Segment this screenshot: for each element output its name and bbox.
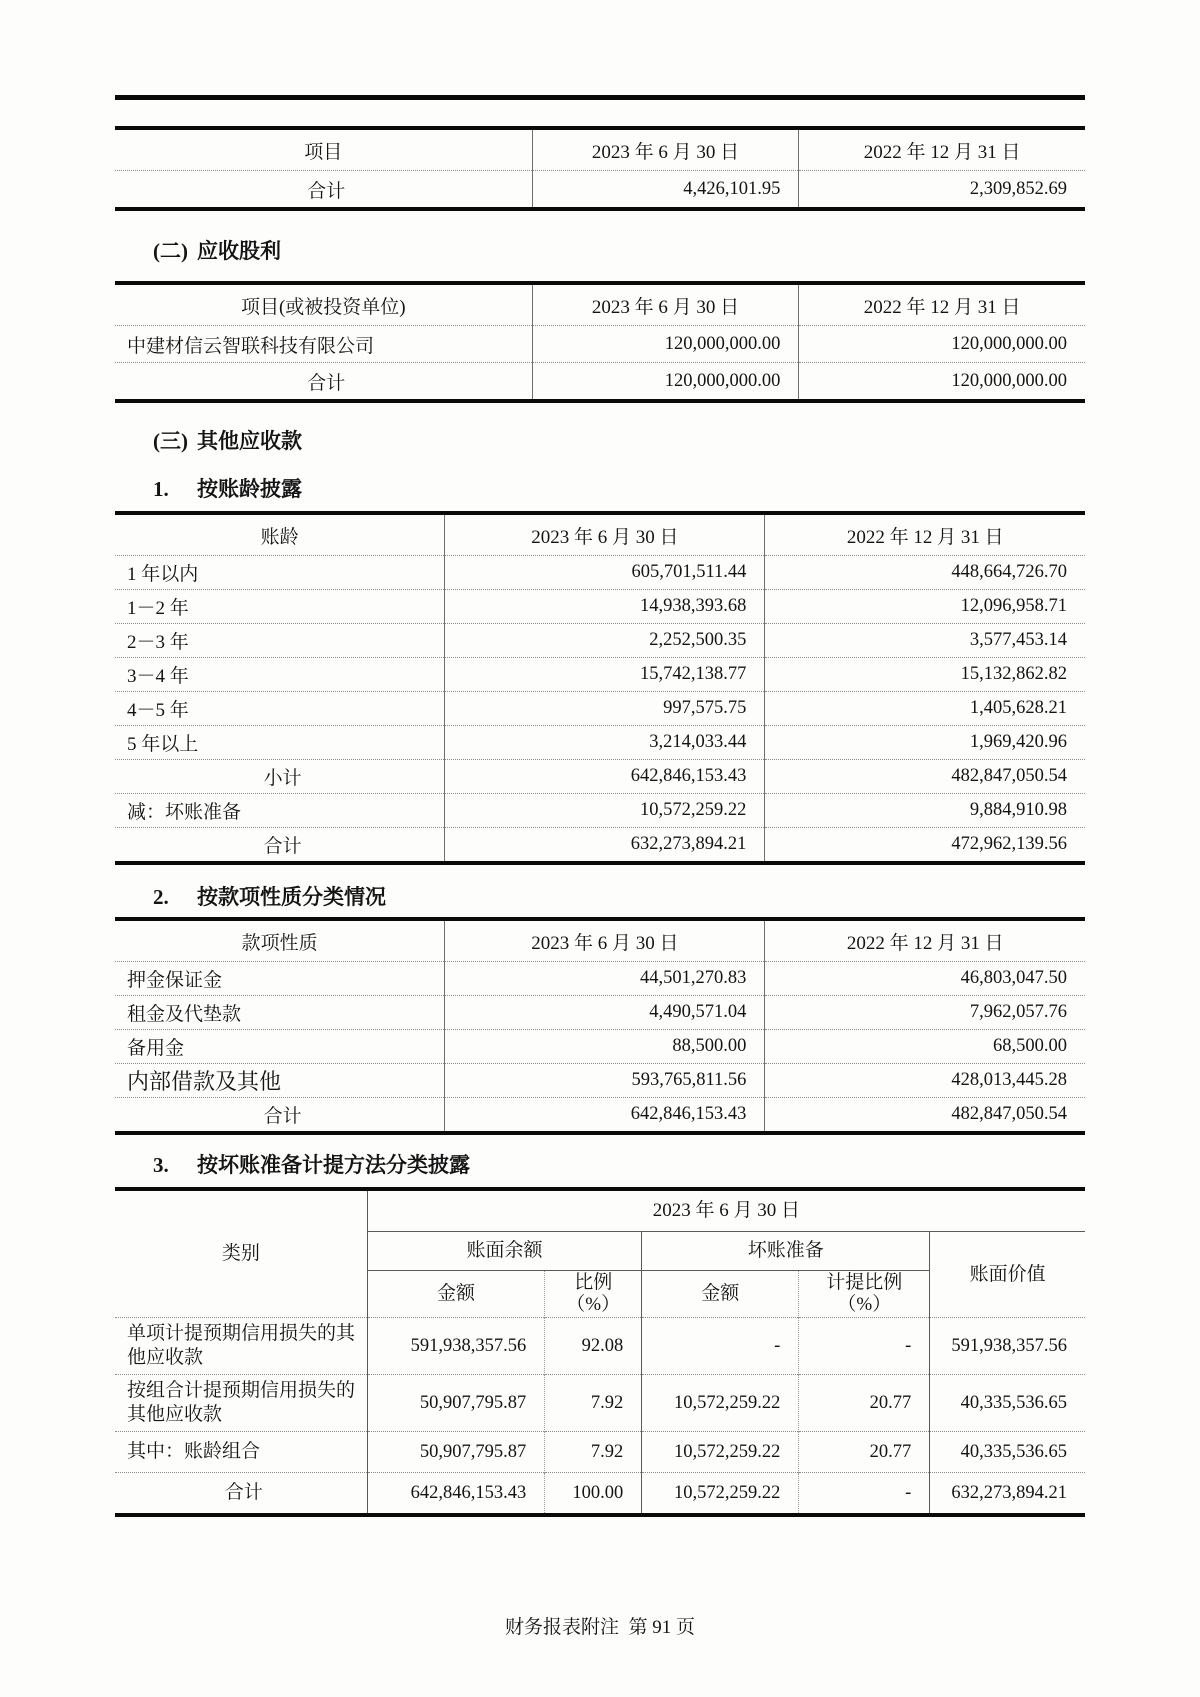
table-row	[115, 1473, 1085, 1516]
label-cell: 租金及代垫款	[115, 996, 445, 1030]
label-cell: 1－2 年	[115, 590, 445, 624]
value-cell: 642,846,153.43	[445, 1098, 765, 1134]
table-row	[115, 590, 1085, 624]
label-cell: 按组合计提预期信用损失的其他应收款	[115, 1375, 367, 1432]
header-cell: 账龄	[260, 526, 299, 548]
table-row	[115, 363, 1085, 402]
subsection-heading-aging	[115, 475, 1085, 503]
section-heading-other-receivables	[115, 427, 1085, 455]
label-cell: 小计	[115, 760, 445, 794]
value-cell: 100.00	[545, 1473, 642, 1516]
section-title: 应收股利	[197, 239, 281, 263]
header-cell-bad-debt-provision: 坏账准备	[642, 1232, 930, 1271]
value-cell: 50,907,795.87	[367, 1432, 545, 1473]
table-header-row	[115, 128, 1085, 171]
subsection-title: 按账龄披露	[197, 477, 302, 501]
page-footer: 财务报表附注 第 91 页	[504, 1617, 695, 1638]
value-cell: 12,096,958.71	[765, 590, 1085, 624]
value-cell: 3,577,453.14	[765, 624, 1085, 658]
value-cell: 472,962,139.56	[765, 828, 1085, 864]
label-cell: 单项计提预期信用损失的其他应收款	[115, 1318, 367, 1375]
value-cell: 10,572,259.22	[445, 794, 765, 828]
header-cell: 2022 年 12 月 31 日	[765, 919, 1085, 962]
value-cell: 46,803,047.50	[765, 962, 1085, 996]
header-cell: 2023 年 6 月 30 日	[445, 513, 765, 556]
label-cell: 减：坏账准备	[115, 794, 445, 828]
label-cell: 合计	[115, 828, 445, 864]
value-cell: 7,962,057.76	[765, 996, 1085, 1030]
section-heading-dividends	[115, 237, 1085, 265]
value-cell: 9,884,910.98	[765, 794, 1085, 828]
header-cell: 款项性质	[241, 932, 318, 954]
value-cell: 593,765,811.56	[445, 1064, 765, 1098]
table-row	[115, 556, 1085, 590]
value-cell: 40,335,536.65	[930, 1432, 1085, 1473]
value-cell: 10,572,259.22	[642, 1432, 799, 1473]
table-row	[115, 1375, 1085, 1432]
aging-disclosure-table	[115, 511, 1085, 865]
label-cell: 5 年以上	[115, 726, 445, 760]
table-row	[115, 658, 1085, 692]
header-cell-amount: 金额	[367, 1271, 545, 1318]
label-cell: 合计	[115, 1098, 445, 1134]
value-cell: 591,938,357.56	[930, 1318, 1085, 1375]
provision-method-table	[115, 1187, 1085, 1517]
value-cell: 120,000,000.00	[799, 326, 1085, 363]
dividends-receivable-table	[115, 281, 1085, 403]
label-cell: 3－4 年	[115, 658, 445, 692]
value-cell: 20.77	[799, 1375, 930, 1432]
table-row	[115, 794, 1085, 828]
value-cell: 7.92	[545, 1375, 642, 1432]
value-cell: 120,000,000.00	[532, 326, 799, 363]
value-cell: 4,490,571.04	[445, 996, 765, 1030]
label-cell: 押金保证金	[115, 962, 445, 996]
label-cell: 其中：账龄组合	[115, 1432, 367, 1473]
label-cell: 1 年以内	[115, 556, 445, 590]
value-cell: 68,500.00	[765, 1030, 1085, 1064]
value-cell: 642,846,153.43	[445, 760, 765, 794]
label-cell: 合计	[115, 171, 532, 210]
label-cell: 4－5 年	[115, 692, 445, 726]
value-cell: 482,847,050.54	[765, 760, 1085, 794]
header-cell: 2022 年 12 月 31 日	[799, 128, 1085, 171]
section-title: 其他应收款	[197, 429, 302, 453]
value-cell: 642,846,153.43	[367, 1473, 545, 1516]
label-cell: 合计	[115, 1473, 367, 1516]
header-cell: 2023 年 6 月 30 日	[532, 128, 799, 171]
subsection-title: 按款项性质分类情况	[197, 885, 386, 909]
value-cell: 88,500.00	[445, 1030, 765, 1064]
table-row	[115, 828, 1085, 864]
table-header-row	[115, 283, 1085, 326]
value-cell: -	[799, 1318, 930, 1375]
label-cell: 2－3 年	[115, 624, 445, 658]
table-row	[115, 1098, 1085, 1134]
value-cell: 10,572,259.22	[642, 1375, 799, 1432]
value-cell: 632,273,894.21	[445, 828, 765, 864]
value-cell: -	[799, 1473, 930, 1516]
value-cell: 2,309,852.69	[799, 171, 1085, 210]
value-cell: 15,742,138.77	[445, 658, 765, 692]
header-cell-date: 2023 年 6 月 30 日	[367, 1189, 1085, 1232]
label-cell: 内部借款及其他	[115, 1064, 445, 1098]
header-cell-provision-ratio: 计提比例 （%）	[799, 1271, 930, 1318]
table-row	[115, 326, 1085, 363]
value-cell: 120,000,000.00	[799, 363, 1085, 402]
header-cell-book-value: 账面价值	[930, 1232, 1085, 1318]
header-cell: 2023 年 6 月 30 日	[445, 919, 765, 962]
label-cell: 合计	[115, 363, 532, 402]
value-cell: 40,335,536.65	[930, 1375, 1085, 1432]
subsection-number: 3.	[153, 1153, 169, 1177]
value-cell: 605,701,511.44	[445, 556, 765, 590]
value-cell: 4,426,101.95	[532, 171, 799, 210]
header-cell-book-balance: 账面余额	[367, 1232, 642, 1271]
value-cell: 1,969,420.96	[765, 726, 1085, 760]
table-row	[115, 692, 1085, 726]
value-cell: 428,013,445.28	[765, 1064, 1085, 1098]
value-cell: 1,405,628.21	[765, 692, 1085, 726]
value-cell: 44,501,270.83	[445, 962, 765, 996]
value-cell: 7.92	[545, 1432, 642, 1473]
table-row	[115, 1030, 1085, 1064]
table-row	[115, 1318, 1085, 1375]
header-cell: 2023 年 6 月 30 日	[532, 283, 799, 326]
value-cell: 2,252,500.35	[445, 624, 765, 658]
section-number: (三)	[153, 429, 188, 453]
value-cell: 50,907,795.87	[367, 1375, 545, 1432]
value-cell: 92.08	[545, 1318, 642, 1375]
value-cell: -	[642, 1318, 799, 1375]
label-cell: 中建材信云智联科技有限公司	[115, 326, 532, 363]
value-cell: 14,938,393.68	[445, 590, 765, 624]
header-cell: 2022 年 12 月 31 日	[799, 283, 1085, 326]
section-number: (二)	[153, 239, 188, 263]
value-cell: 632,273,894.21	[930, 1473, 1085, 1516]
subsection-heading-nature	[115, 883, 1085, 911]
label-cell: 备用金	[115, 1030, 445, 1064]
table-row	[115, 1064, 1085, 1098]
header-cell-amount: 金额	[642, 1271, 799, 1318]
value-cell: 591,938,357.56	[367, 1318, 545, 1375]
header-cell-category: 类别	[221, 1243, 260, 1264]
header-cell: 项目	[304, 141, 343, 163]
header-cell-ratio: 比例 （%）	[545, 1271, 642, 1318]
subsection-number: 2.	[153, 885, 169, 909]
table-row	[115, 624, 1085, 658]
table-row	[115, 726, 1085, 760]
header-cell: 项目(或被投资单位)	[240, 296, 406, 318]
table-header-row	[115, 919, 1085, 962]
value-cell: 448,664,726.70	[765, 556, 1085, 590]
table-header-row	[115, 1189, 1085, 1232]
page-top-rule	[115, 95, 1085, 100]
summary-total-table	[115, 126, 1085, 211]
subsection-title: 按坏账准备计提方法分类披露	[197, 1153, 470, 1177]
header-cell: 2022 年 12 月 31 日	[765, 513, 1085, 556]
value-cell: 997,575.75	[445, 692, 765, 726]
value-cell: 120,000,000.00	[532, 363, 799, 402]
table-row	[115, 962, 1085, 996]
value-cell: 482,847,050.54	[765, 1098, 1085, 1134]
table-row	[115, 760, 1085, 794]
value-cell: 15,132,862.82	[765, 658, 1085, 692]
value-cell: 3,214,033.44	[445, 726, 765, 760]
subsection-number: 1.	[153, 477, 169, 501]
value-cell: 20.77	[799, 1432, 930, 1473]
table-header-row	[115, 513, 1085, 556]
value-cell: 10,572,259.22	[642, 1473, 799, 1516]
table-row	[115, 1432, 1085, 1473]
nature-classification-table	[115, 917, 1085, 1135]
table-row	[115, 171, 1085, 210]
table-row	[115, 996, 1085, 1030]
subsection-heading-provision-method	[115, 1151, 1085, 1179]
